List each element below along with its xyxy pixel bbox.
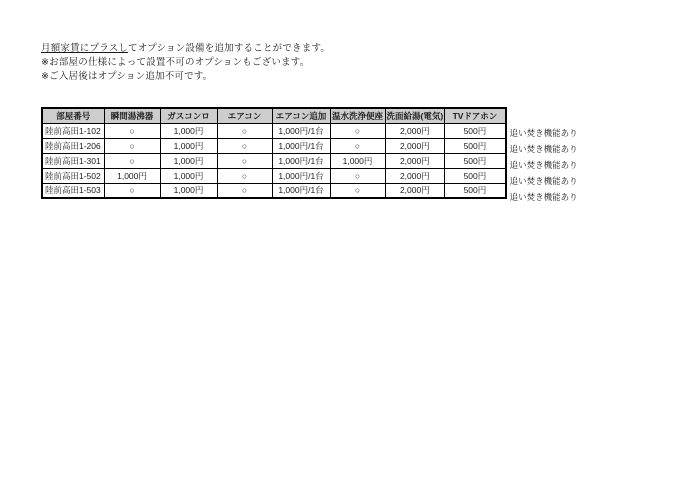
table-row: [42, 123, 506, 138]
option-value-cell: ○: [330, 168, 385, 183]
option-value-cell: 2,000円: [385, 138, 445, 153]
option-value-cell: 500円: [445, 168, 506, 183]
column-header: エアコン追加: [272, 108, 330, 123]
option-value-cell: 1,000円: [160, 123, 217, 138]
option-value-cell: 1,000円/1台: [272, 138, 330, 153]
option-value-cell: ○: [217, 153, 272, 168]
intro-line-1: [41, 42, 700, 56]
option-value-cell: 1,000円: [330, 153, 385, 168]
option-value-cell: ○: [330, 123, 385, 138]
column-header: 瞬間湯沸器: [104, 108, 160, 123]
option-value-cell: 2,000円: [385, 168, 445, 183]
option-value-cell: ○: [217, 138, 272, 153]
intro-text: [41, 42, 700, 84]
room-number-cell: 陸前高田1-301: [42, 153, 104, 168]
room-number-cell: 陸前高田1-502: [42, 168, 104, 183]
option-value-cell: 500円: [445, 123, 506, 138]
row-note: 追い焚き機能あり: [509, 128, 578, 138]
table-row: [42, 153, 506, 168]
option-value-cell: ○: [217, 168, 272, 183]
option-value-cell: 2,000円: [385, 183, 445, 198]
option-value-cell: 500円: [445, 138, 506, 153]
row-note: 追い焚き機能あり: [509, 192, 578, 202]
column-header: ガスコンロ: [160, 108, 217, 123]
option-value-cell: 1,000円: [104, 168, 160, 183]
option-value-cell: 500円: [445, 183, 506, 198]
option-value-cell: 2,000円: [385, 153, 445, 168]
option-value-cell: ○: [104, 153, 160, 168]
row-notes: [510, 125, 578, 205]
intro-note-2: ※ご入居後はオプション追加不可です。: [41, 71, 213, 82]
option-value-cell: 1,000円: [160, 183, 217, 198]
row-note: 追い焚き機能あり: [509, 144, 578, 154]
option-value-cell: ○: [217, 183, 272, 198]
row-note: 追い焚き機能あり: [509, 160, 578, 170]
intro-note-1: ※お部屋の仕様によって設置不可のオプションもございます。: [41, 57, 310, 68]
options-table-area: [41, 107, 700, 205]
option-value-cell: ○: [104, 123, 160, 138]
option-value-cell: 1,000円/1台: [272, 123, 330, 138]
column-header: 部屋番号: [42, 108, 104, 123]
option-value-cell: 2,000円: [385, 123, 445, 138]
column-header: 洗面給湯(電気): [385, 108, 445, 123]
table-row: [42, 168, 506, 183]
intro-line1-rest: てオプション設備を追加することができます。: [128, 43, 331, 54]
option-value-cell: 1,000円/1台: [272, 168, 330, 183]
column-header: TVドアホン: [445, 108, 506, 123]
table-header-row: [42, 108, 506, 123]
column-header: 温水洗浄便座: [330, 108, 385, 123]
option-value-cell: 1,000円: [160, 138, 217, 153]
option-value-cell: 1,000円/1台: [272, 183, 330, 198]
option-value-cell: 1,000円: [160, 153, 217, 168]
column-header: エアコン: [217, 108, 272, 123]
intro-line1-underlined: 月額家賃にプラスし: [41, 43, 129, 54]
option-value-cell: ○: [330, 138, 385, 153]
option-value-cell: ○: [104, 183, 160, 198]
table-body: [42, 123, 506, 198]
room-number-cell: 陸前高田1-503: [42, 183, 104, 198]
option-value-cell: ○: [330, 183, 385, 198]
option-value-cell: 500円: [445, 153, 506, 168]
table-row: [42, 138, 506, 153]
option-value-cell: 1,000円: [160, 168, 217, 183]
option-value-cell: 1,000円/1台: [272, 153, 330, 168]
option-value-cell: ○: [217, 123, 272, 138]
table-row: [42, 183, 506, 198]
row-note: 追い焚き機能あり: [509, 176, 578, 186]
option-value-cell: ○: [104, 138, 160, 153]
room-number-cell: 陸前高田1-206: [42, 138, 104, 153]
room-number-cell: 陸前高田1-102: [42, 123, 104, 138]
options-table: [41, 107, 507, 199]
